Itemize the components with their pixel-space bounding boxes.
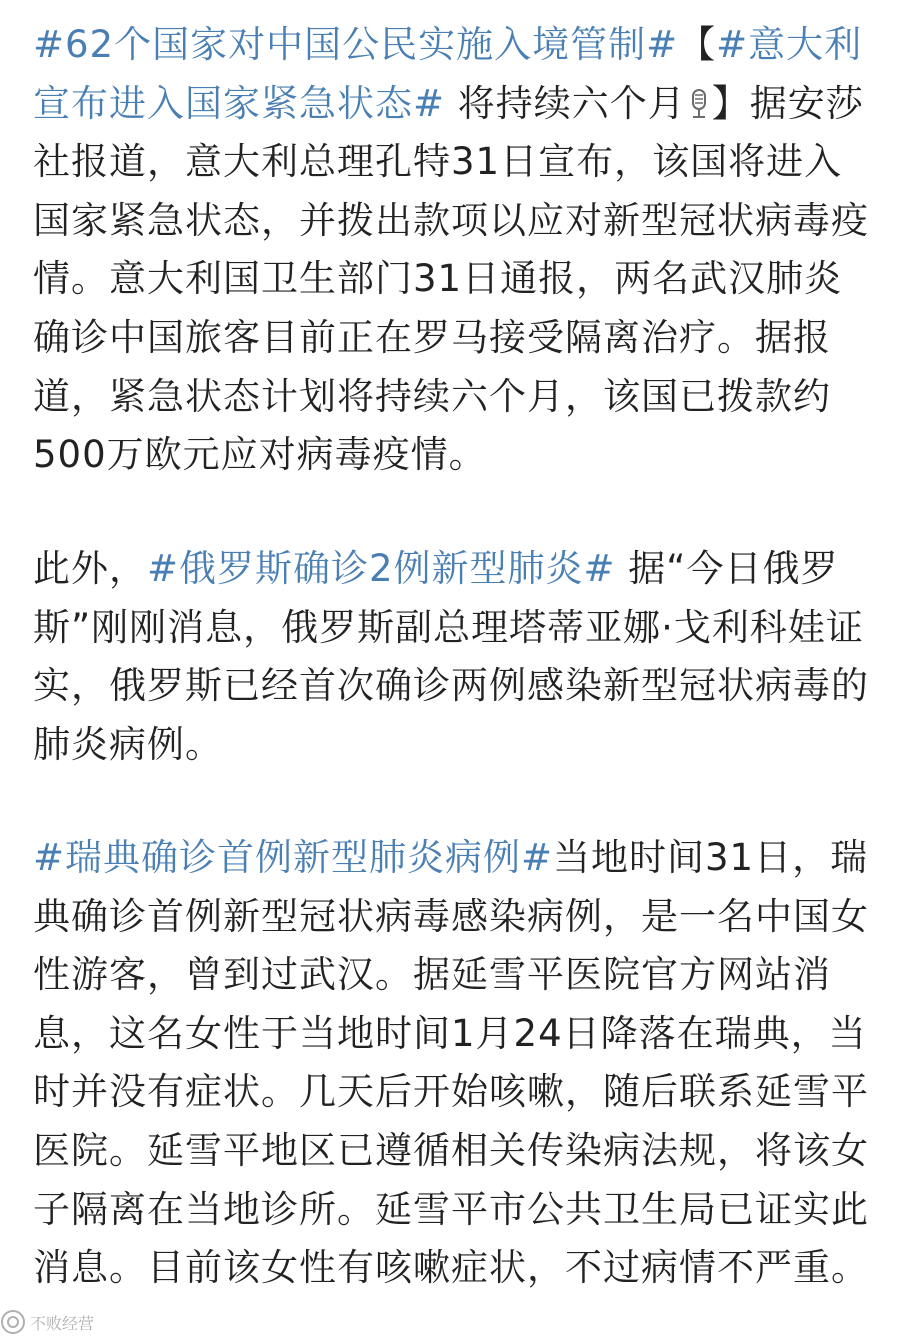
paragraph-sweden <box>33 829 875 1298</box>
paragraph-italy <box>33 16 875 485</box>
body-text-italy: 据安莎社报道，意大利总理孔特31日宣布，该国将进入国家紧急状态，并拨出款项以应对新型冠状病毒疫情。意大利国卫生部门31日通报，两名武汉肺炎确诊中国旅客目前正在罗马接受隔离治疗。据报道，紧急状态计划将持续六个月，该国已拨款约500万欧元应对病毒疫情。 <box>33 81 869 477</box>
bracket-open: 【 <box>678 23 717 66</box>
watermark-text: 不败经营 <box>30 1315 95 1333</box>
watermark <box>0 1308 94 1336</box>
watermark-logo-icon <box>0 1309 26 1335</box>
lead-text: 此外， <box>33 547 147 590</box>
paragraph-russia <box>33 540 875 774</box>
body-text-russia: 据“今日俄罗斯”刚刚消息，俄罗斯副总理塔蒂亚娜·戈利科娃证实，俄罗斯已经首次确诊两例感染新型冠状病毒的肺炎病例。 <box>33 547 869 766</box>
hashtag-link-russia[interactable]: #俄罗斯确诊2例新型肺炎# <box>147 547 616 590</box>
headline-text: 将持续六个月 <box>445 81 686 125</box>
hashtag-link-entry-control[interactable]: #62个国家对中国公民实施入境管制# <box>33 23 679 66</box>
microphone-icon <box>688 89 710 119</box>
bracket-close: 】 <box>711 81 750 125</box>
hashtag-link-sweden[interactable]: #瑞典确诊首例新型肺炎病例# <box>33 836 554 879</box>
hashtag-link-italy-emergency[interactable]: #意大利宣布进入国家紧急状态# <box>33 23 863 125</box>
body-text-sweden: 当地时间31日，瑞典确诊首例新型冠状病毒感染病例，是一名中国女性游客，曾到过武汉。据延雪平医院官方网站消息，这名女性于当地时间1月24日降落在瑞典，当时并没有症状。几天后开始咳嗽，随后联系延雪平医院。延雪平地区已遵循相关传染病法规，将该女子隔离在当地诊所。延雪平市公共卫生局已证实此消息。目前该女性有咳嗽症状，不过病情不严重。 <box>33 836 869 1290</box>
